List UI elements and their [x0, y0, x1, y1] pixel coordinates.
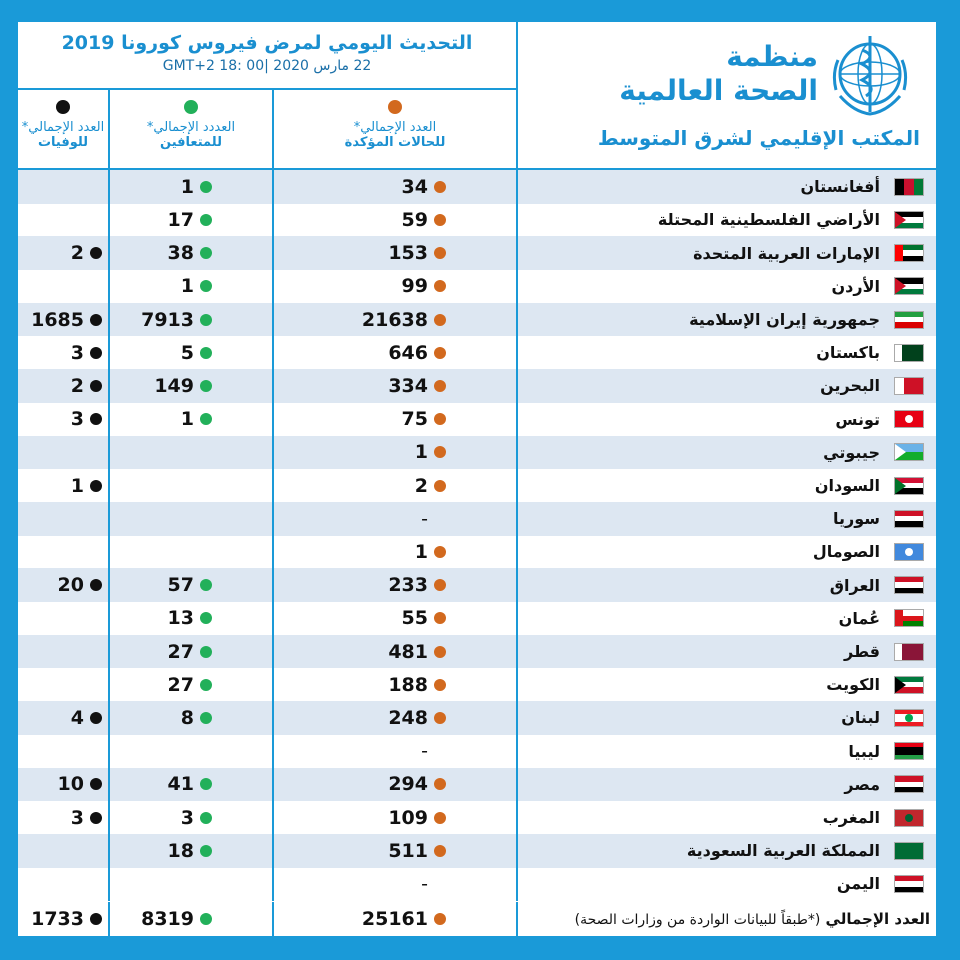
recovered-dot — [200, 812, 212, 824]
recovered-count-value: 38 — [167, 242, 194, 265]
recovered-count-cell — [110, 568, 274, 602]
confirmed-count-value: 334 — [388, 374, 428, 397]
recovered-count-value: 18 — [167, 839, 194, 862]
recovered-count-value: 1 — [180, 408, 194, 431]
deaths-count-cell — [18, 568, 110, 602]
table-row — [18, 303, 936, 337]
deaths-count-value: 2 — [70, 242, 84, 265]
confirmed-count-cell — [274, 734, 518, 768]
confirmed-count-value: - — [421, 507, 428, 530]
confirmed-count-cell — [274, 502, 518, 536]
country-cell — [518, 336, 936, 370]
deaths-dot — [90, 778, 102, 790]
confirmed-count-cell — [274, 203, 518, 237]
recovered-count-cell — [110, 701, 274, 735]
recovered-dot — [200, 413, 212, 425]
country-name: الأراضي الفلسطينية المحتلة — [657, 210, 880, 230]
deaths-dot — [90, 812, 102, 824]
confirmed-count-value: 109 — [388, 806, 428, 829]
deaths-count-cell — [18, 635, 110, 669]
country-flag-icon — [894, 875, 924, 893]
confirmed-count-value: 99 — [401, 275, 428, 298]
country-flag-icon — [894, 676, 924, 694]
table-row — [18, 568, 936, 602]
confirmed-dot — [434, 712, 446, 724]
deaths-count-value: 4 — [70, 706, 84, 729]
country-name: تونس — [835, 409, 880, 429]
confirmed-dot — [434, 247, 446, 259]
country-cell — [518, 867, 936, 901]
recovered-count-value: 149 — [154, 374, 194, 397]
recovered-count-value: 5 — [180, 341, 194, 364]
country-cell — [518, 469, 936, 503]
country-flag-icon — [894, 477, 924, 495]
country-flag-icon — [894, 775, 924, 793]
country-name: الكويت — [826, 675, 880, 695]
country-flag-icon — [894, 643, 924, 661]
country-cell — [518, 270, 936, 304]
recovered-count-cell — [110, 270, 274, 304]
confirmed-count-cell — [274, 768, 518, 802]
confirmed-count-cell — [274, 867, 518, 901]
country-flag-icon — [894, 842, 924, 860]
deaths-column-header — [18, 90, 110, 168]
confirmed-count-cell — [274, 303, 518, 337]
confirmed-count-cell — [274, 535, 518, 569]
recovered-count-cell — [110, 602, 274, 636]
deaths-count-value: 3 — [70, 341, 84, 364]
org-name-line1: منظمة — [726, 40, 818, 73]
table-row — [18, 701, 936, 735]
confirmed-count-cell — [274, 469, 518, 503]
country-flag-icon — [894, 576, 924, 594]
country-name: جمهورية إيران الإسلامية — [689, 310, 880, 330]
deaths-count-cell — [18, 236, 110, 270]
recovered-dot — [200, 612, 212, 624]
confirmed-count-cell — [274, 336, 518, 370]
country-cell — [518, 668, 936, 702]
confirmed-count-value: 21638 — [361, 308, 428, 331]
country-flag-icon — [894, 443, 924, 461]
table-row — [18, 469, 936, 503]
recovered-count-value: 3 — [180, 806, 194, 829]
confirmed-dot — [434, 646, 446, 658]
recovered-count-value: 8 — [180, 706, 194, 729]
deaths-count-cell — [18, 867, 110, 901]
country-name: جيبوتي — [823, 442, 880, 462]
country-cell — [518, 568, 936, 602]
confirmed-dot — [434, 480, 446, 492]
recovered-count-cell — [110, 502, 274, 536]
totals-label — [575, 910, 930, 928]
deaths-dot — [90, 712, 102, 724]
table-row — [18, 602, 936, 636]
confirmed-count-value: - — [421, 872, 428, 895]
confirmed-dot — [434, 778, 446, 790]
table-row — [18, 535, 936, 569]
table-row — [18, 867, 936, 901]
country-flag-icon — [894, 277, 924, 295]
table-row — [18, 436, 936, 470]
country-cell — [518, 834, 936, 868]
confirmed-count-cell — [274, 369, 518, 403]
country-cell — [518, 303, 936, 337]
confirmed-dot — [434, 181, 446, 193]
recovered-dot — [200, 579, 212, 591]
report-sheet — [18, 22, 936, 936]
confirmed-dot — [434, 612, 446, 624]
recovered-dot — [200, 214, 212, 226]
country-name: البحرين — [820, 376, 880, 396]
recovered-count-cell — [110, 734, 274, 768]
confirmed-count-cell — [274, 668, 518, 702]
confirmed-count-value: 55 — [401, 607, 428, 630]
country-name: الصومال — [812, 542, 880, 562]
recovered-dot — [200, 679, 212, 691]
country-cell — [518, 602, 936, 636]
recovered-dot — [200, 280, 212, 292]
confirmed-count-cell — [274, 635, 518, 669]
confirmed-dot — [434, 413, 446, 425]
country-name: المملكة العربية السعودية — [686, 841, 880, 861]
confirmed-count-cell — [274, 834, 518, 868]
table-row — [18, 734, 936, 768]
recovered-count-cell — [110, 768, 274, 802]
country-cell — [518, 502, 936, 536]
recovered-count-value: 27 — [167, 673, 194, 696]
country-cell — [518, 170, 936, 204]
confirmed-count-value: 34 — [401, 175, 428, 198]
recovered-count-value: 1 — [180, 175, 194, 198]
recovered-dot — [200, 314, 212, 326]
confirmed-count-value: 59 — [401, 208, 428, 231]
deaths-count-value: 1 — [70, 474, 84, 497]
deaths-dot — [90, 413, 102, 425]
confirmed-count-value: 188 — [388, 673, 428, 696]
country-name: سوريا — [833, 509, 880, 529]
deaths-count-cell — [18, 535, 110, 569]
confirmed-count-cell — [274, 170, 518, 204]
confirmed-dot — [434, 845, 446, 857]
deaths-count-cell — [18, 303, 110, 337]
deaths-count-cell — [18, 701, 110, 735]
table-row — [18, 834, 936, 868]
country-cell — [518, 801, 936, 835]
confirmed-dot — [434, 314, 446, 326]
recovered-count-cell — [110, 336, 274, 370]
country-cell — [518, 203, 936, 237]
recovered-dot — [200, 646, 212, 658]
recovered-count-cell — [110, 402, 274, 436]
confirmed-count-value: 481 — [388, 640, 428, 663]
deaths-count-value: 3 — [70, 806, 84, 829]
country-name: باكستان — [816, 343, 880, 363]
column-headers — [18, 90, 518, 170]
country-name: قطر — [843, 642, 880, 662]
total-recovered-cell — [110, 902, 274, 936]
confirmed-dot — [434, 579, 446, 591]
report-date: 22 مارس 2020 |GMT+2 18: 00 — [162, 58, 372, 74]
country-name: الأردن — [831, 276, 880, 296]
recovered-dot — [200, 778, 212, 790]
recovered-count-cell — [110, 867, 274, 901]
deaths-dot — [90, 247, 102, 259]
recovered-count-cell — [110, 635, 274, 669]
recovered-count-cell — [110, 203, 274, 237]
table-row — [18, 170, 936, 204]
country-flag-icon — [894, 809, 924, 827]
country-cell — [518, 436, 936, 470]
deaths-count-value: 10 — [57, 773, 84, 796]
deaths-count-cell — [18, 768, 110, 802]
recovered-count-value: 27 — [167, 640, 194, 663]
deaths-count-value: 2 — [70, 374, 84, 397]
deaths-count-cell — [18, 801, 110, 835]
recovered-header-line1: العددد الإجمالي* — [146, 120, 236, 135]
recovered-count-cell — [110, 535, 274, 569]
deaths-header-line1: العدد الإجمالي* — [21, 120, 105, 135]
country-flag-icon — [894, 344, 924, 362]
total-deaths-value: 1733 — [31, 908, 84, 930]
recovered-count-cell — [110, 668, 274, 702]
deaths-dot — [90, 314, 102, 326]
confirmed-count-value: 1 — [414, 441, 428, 464]
country-flag-icon — [894, 543, 924, 561]
recovered-count-cell — [110, 303, 274, 337]
recovered-count-cell — [110, 236, 274, 270]
total-confirmed-value: 25161 — [361, 908, 428, 930]
deaths-count-cell — [18, 502, 110, 536]
confirmed-count-cell — [274, 402, 518, 436]
country-cell — [518, 701, 936, 735]
table-row — [18, 369, 936, 403]
recovered-legend-dot — [184, 100, 198, 114]
country-cell — [518, 369, 936, 403]
country-name: الإمارات العربية المتحدة — [693, 243, 880, 263]
recovered-count-cell — [110, 834, 274, 868]
deaths-count-cell — [18, 203, 110, 237]
country-flag-icon — [894, 609, 924, 627]
deaths-count-cell — [18, 734, 110, 768]
table-row — [18, 270, 936, 304]
total-confirmed-cell — [274, 902, 518, 936]
confirmed-dot — [434, 679, 446, 691]
recovered-dot — [200, 181, 212, 193]
table-row — [18, 402, 936, 436]
country-name: اليمن — [836, 874, 880, 894]
deaths-count-cell — [18, 668, 110, 702]
country-cell — [518, 402, 936, 436]
totals-note: (*طبقاً للبيانات الواردة من وزارات الصحة) — [574, 912, 821, 928]
country-cell — [518, 734, 936, 768]
deaths-dot — [90, 579, 102, 591]
country-flag-icon — [894, 377, 924, 395]
recovered-dot — [200, 712, 212, 724]
recovered-count-value: 41 — [167, 773, 194, 796]
country-flag-icon — [894, 311, 924, 329]
table-row — [18, 336, 936, 370]
country-name: لبنان — [841, 708, 880, 728]
recovered-count-value: 57 — [167, 574, 194, 597]
confirmed-dot — [434, 812, 446, 824]
confirmed-dot — [434, 347, 446, 359]
org-name — [619, 40, 818, 108]
country-flag-icon — [894, 510, 924, 528]
confirmed-count-cell — [274, 801, 518, 835]
recovered-dot — [200, 347, 212, 359]
country-flag-icon — [894, 211, 924, 229]
table-row — [18, 801, 936, 835]
confirmed-dot — [434, 913, 446, 925]
country-name: عُمان — [838, 608, 880, 628]
country-flag-icon — [894, 244, 924, 262]
country-name: السودان — [814, 476, 880, 496]
country-name: ليبيا — [848, 741, 880, 761]
recovered-dot — [200, 380, 212, 392]
recovered-count-cell — [110, 801, 274, 835]
country-flag-icon — [894, 742, 924, 760]
deaths-dot — [90, 480, 102, 492]
recovered-count-value: 1 — [180, 275, 194, 298]
confirmed-count-cell — [274, 602, 518, 636]
table-row — [18, 768, 936, 802]
table-row — [18, 203, 936, 237]
org-name-line2: الصحة العالمية — [619, 74, 818, 107]
confirmed-header-line2: للحالات المؤكدة — [344, 135, 446, 150]
totals-label-text: العدد الإجمالي — [825, 910, 930, 928]
country-name: المغرب — [822, 808, 880, 828]
report-title: التحديث اليومي لمرض فيروس كورونا 2019 — [61, 32, 473, 54]
country-flag-icon — [894, 178, 924, 196]
totals-row — [18, 902, 936, 936]
deaths-count-cell — [18, 469, 110, 503]
confirmed-dot — [434, 280, 446, 292]
recovered-dot — [200, 247, 212, 259]
confirmed-count-cell — [274, 236, 518, 270]
confirmed-count-value: 75 — [401, 408, 428, 431]
deaths-count-cell — [18, 834, 110, 868]
table-row — [18, 635, 936, 669]
total-deaths-cell — [18, 902, 110, 936]
recovered-count-value: 13 — [167, 607, 194, 630]
deaths-header-line2: للوفيات — [37, 135, 89, 150]
confirmed-count-value: 646 — [388, 341, 428, 364]
table-row — [18, 502, 936, 536]
org-logo-area — [518, 22, 936, 170]
recovered-count-cell — [110, 170, 274, 204]
deaths-count-value: 20 — [57, 574, 84, 597]
org-office: المكتب الإقليمي لشرق المتوسط — [597, 126, 920, 150]
country-flag-icon — [894, 709, 924, 727]
table-row — [18, 668, 936, 702]
deaths-dot — [90, 913, 102, 925]
confirmed-count-value: 294 — [388, 773, 428, 796]
country-cell — [518, 236, 936, 270]
confirmed-legend-dot — [388, 100, 402, 114]
deaths-count-value: 3 — [70, 408, 84, 431]
confirmed-count-cell — [274, 701, 518, 735]
confirmed-count-cell — [274, 270, 518, 304]
recovered-count-cell — [110, 436, 274, 470]
total-recovered-value: 8319 — [141, 908, 194, 930]
confirmed-count-value: 2 — [414, 474, 428, 497]
confirmed-header-line1: العدد الإجمالي* — [353, 120, 437, 135]
confirmed-dot — [434, 546, 446, 558]
country-cell — [518, 535, 936, 569]
country-cell — [518, 768, 936, 802]
recovered-count-cell — [110, 369, 274, 403]
recovered-count-cell — [110, 469, 274, 503]
deaths-legend-dot — [56, 100, 70, 114]
confirmed-dot — [434, 446, 446, 458]
confirmed-count-value: 153 — [388, 242, 428, 265]
recovered-dot — [200, 913, 212, 925]
confirmed-count-value: 248 — [388, 706, 428, 729]
recovered-dot — [200, 845, 212, 857]
country-name: مصر — [844, 774, 880, 794]
confirmed-column-header — [274, 90, 518, 168]
total-label-cell — [518, 902, 936, 936]
confirmed-count-value: - — [421, 740, 428, 763]
confirmed-count-value: 233 — [388, 574, 428, 597]
confirmed-dot — [434, 214, 446, 226]
country-name: العراق — [829, 575, 880, 595]
confirmed-count-cell — [274, 436, 518, 470]
country-cell — [518, 635, 936, 669]
deaths-count-cell — [18, 170, 110, 204]
recovered-count-value: 17 — [167, 208, 194, 231]
confirmed-count-value: 1 — [414, 540, 428, 563]
country-name: أفغانستان — [800, 177, 880, 197]
deaths-count-cell — [18, 270, 110, 304]
confirmed-count-value: 511 — [388, 839, 428, 862]
deaths-count-cell — [18, 369, 110, 403]
confirmed-count-cell — [274, 568, 518, 602]
confirmed-dot — [434, 380, 446, 392]
recovered-count-value: 7913 — [141, 308, 194, 331]
who-emblem-icon — [826, 30, 914, 118]
country-flag-icon — [894, 410, 924, 428]
deaths-dot — [90, 347, 102, 359]
report-header — [18, 22, 518, 90]
table-row — [18, 236, 936, 270]
deaths-dot — [90, 380, 102, 392]
deaths-count-cell — [18, 402, 110, 436]
deaths-count-cell — [18, 602, 110, 636]
recovered-column-header — [110, 90, 274, 168]
deaths-count-value: 1685 — [31, 308, 84, 331]
recovered-header-line2: للمتعافين — [160, 135, 222, 150]
deaths-count-cell — [18, 336, 110, 370]
deaths-count-cell — [18, 436, 110, 470]
